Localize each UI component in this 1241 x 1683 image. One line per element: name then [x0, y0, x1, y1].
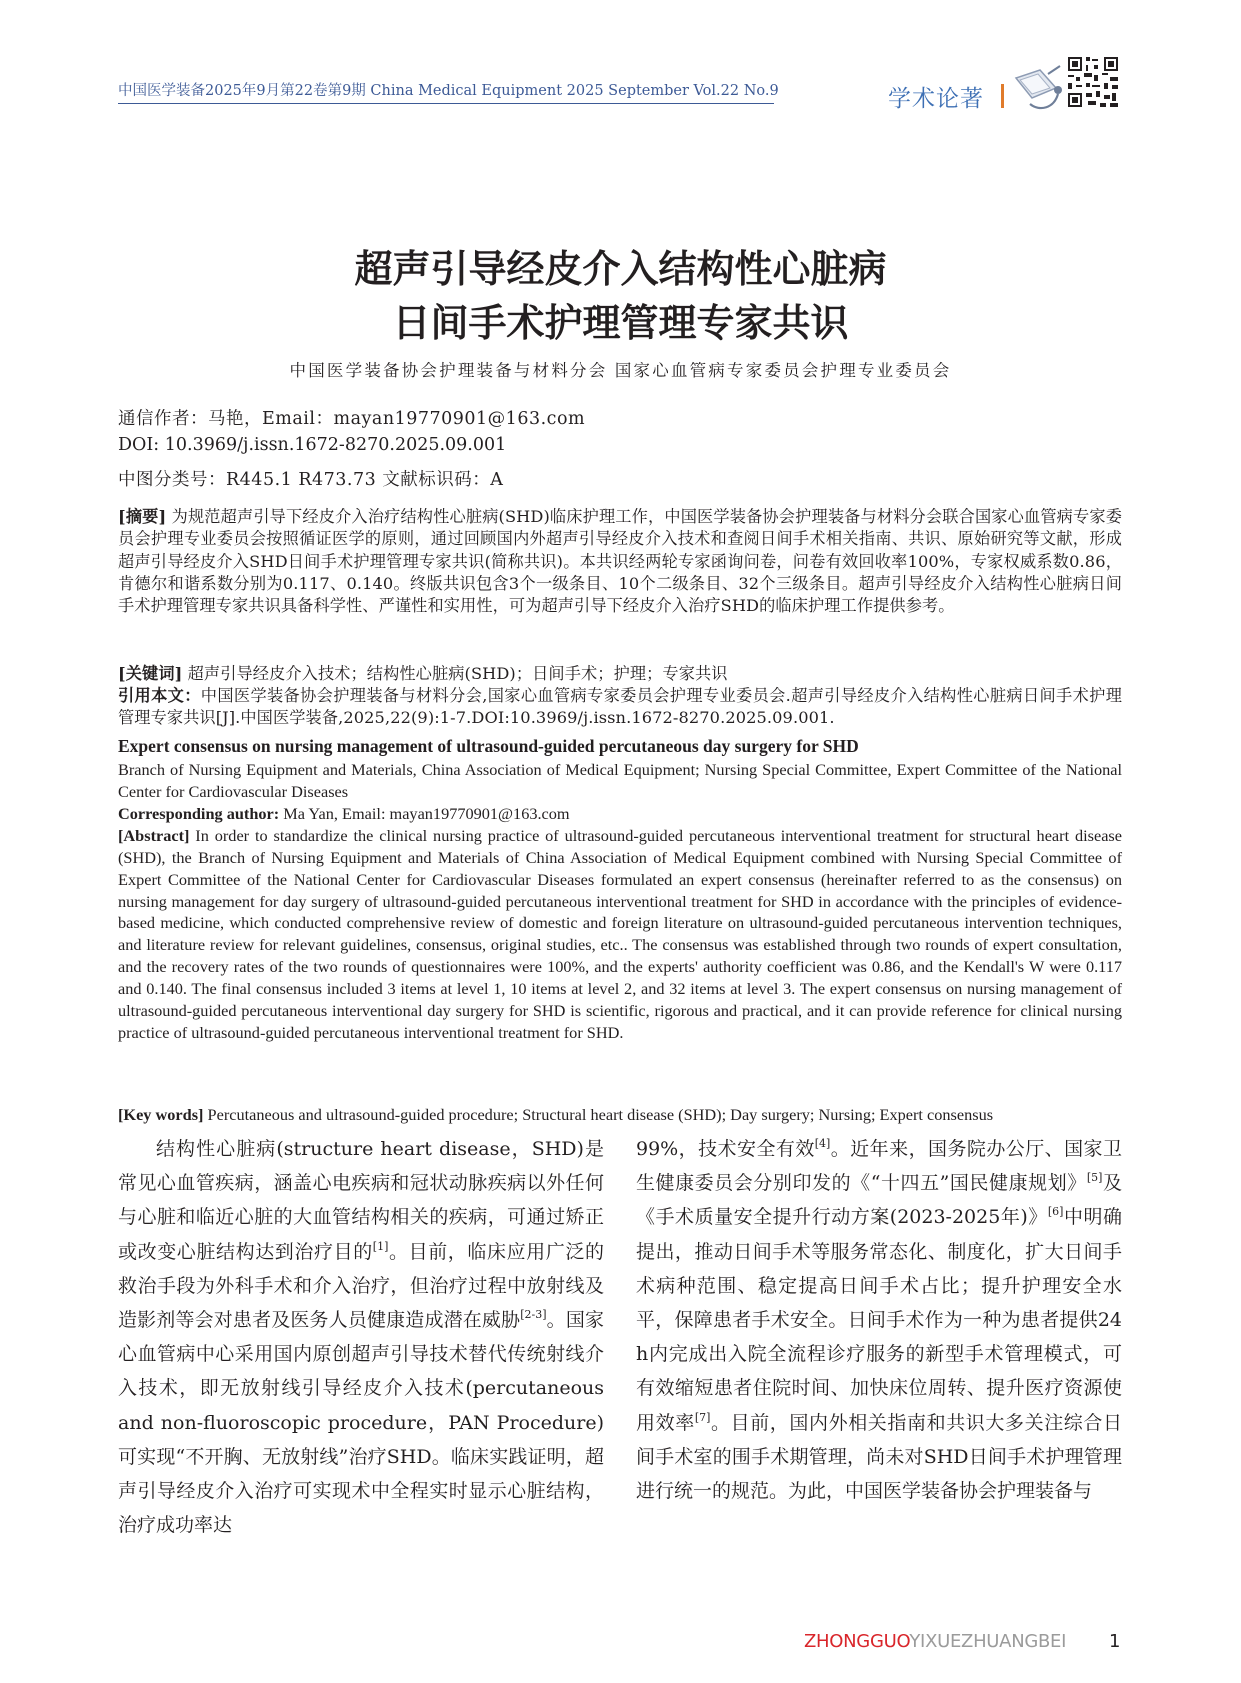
journal-citation-line: 中国医学装备2025年9月第22卷第9期 China Medical Equipment 2025 September Vol.22 No.9	[118, 83, 779, 99]
author-organizations: 中国医学装备协会护理装备与材料分会 国家心血管病专家委员会护理专业委员会	[289, 361, 952, 380]
body-column-right	[636, 1132, 1122, 1508]
body-text: 及《手术质量安全提升行动方案(2023-2025年)》	[636, 1172, 1122, 1229]
body-paragraph	[636, 1132, 1122, 1508]
footer-wordmark-red: ZHONGGUO	[804, 1631, 910, 1652]
classification-line: 中图分类号：R445.1 R473.73 文献标识码：A	[118, 470, 504, 490]
english-keywords-text: Percutaneous and ultrasound-guided procedure; Structural heart disease (SHD); Day surgery; Nursing; Expert consensus	[203, 1105, 994, 1124]
reference-marker: [2-3]	[520, 1308, 547, 1322]
body-column-left	[118, 1132, 604, 1542]
english-keywords-label: [Key words]	[118, 1105, 204, 1124]
abstract-text: 为规范超声引导下经皮介入治疗结构性心脏病(SHD)临床护理工作，中国医学装备协会护理装备与材料分会联合国家心血管病专家委员会护理专业委员会按照循证医学的原则，通过回顾国内外超声引导经皮介入技术和查阅日间手术相关指南、共识、原始研究等文献，形成超声引导经皮介入SHD日间手术护理管理专家共识(简称共识)。本共识经两轮专家函询问卷，问卷有效回收率100%，专家权威系数0.86，肯德尔和谐系数分别为0.117、0.140。终版共识包含3个一级条目、10个二级条目、32个三级条目。超声引导经皮介入结构性心脏病日间手术护理管理专家共识具备科学性、严谨性和实用性，可为超声引导下经皮介入治疗SHD的临床护理工作提供参考。	[118, 507, 1123, 616]
keywords-text: 超声引导经皮介入技术；结构性心脏病(SHD)；日间手术；护理；专家共识	[187, 664, 728, 683]
section-divider	[1001, 84, 1004, 108]
doi-line: DOI: 10.3969/j.issn.1672-8270.2025.09.001	[118, 435, 507, 455]
english-abstract	[118, 825, 1122, 1043]
section-tag: 学术论著	[888, 86, 984, 112]
keywords-label: [关键词]	[118, 664, 183, 683]
abstract-label: [摘要]	[118, 507, 167, 526]
reference-marker: [4]	[814, 1137, 831, 1150]
body-text: 99%，技术安全有效	[636, 1138, 815, 1160]
header-rule	[118, 103, 774, 104]
footer-wordmark-gray: YIXUEZHUANGBEI	[909, 1631, 1067, 1652]
page-number: 1	[1109, 1631, 1121, 1652]
reference-marker: [6]	[1047, 1205, 1064, 1219]
reference-marker: [7]	[694, 1410, 711, 1424]
body-paragraph	[118, 1132, 604, 1542]
reference-marker: [5]	[1086, 1171, 1103, 1185]
english-title: Expert consensus on nursing management of ultrasound-guided percutaneous day surgery for SHD	[118, 736, 859, 756]
english-corresponding-author	[118, 803, 1122, 825]
corr-text: Ma Yan, Email: mayan19770901@163.com	[279, 804, 570, 823]
paper-title-line-2: 日间手术护理管理专家共识	[392, 300, 849, 345]
corr-label: Corresponding author:	[118, 804, 280, 823]
citation-block	[118, 685, 1122, 730]
paper-title-line-1: 超声引导经皮介入结构性心脏病	[354, 246, 887, 291]
citation-label: 引用本文：	[118, 686, 201, 705]
body-text: 。目前，临床应用广泛的救治手段为外科手术和介入治疗，但治疗过程中放射线及造影剂等会对患者及医务人员健康造成潜在威胁	[118, 1240, 604, 1332]
body-text: 。目前，国内外相关指南和共识大多关注综合日间手术室的围手术期管理，尚未对SHD日间手术护理管理进行统一的规范。为此，中国医学装备协会护理装备与	[636, 1411, 1122, 1503]
english-abstract-text: In order to standardize the clinical nursing practice of ultrasound-guided percutaneous interventional treatment for structural heart disease (SHD), the Branch of Nursing Equipment and Materials of China Association of Medical Equipment combined with Nursing Special Committee of Expert Committee of the National Center for Cardiovascular Diseases formulated an expert consensus (hereinafter referred to as the consensus) on nursing management for day surgery of ultrasound-guided percutaneous interventional treatment for SHD in accordance with the principles of evidence-based medicine, which conducted comprehensive review of domestic and foreign literature on ultrasound-guided percutaneous intervention techniques, and literature review for relevant guidelines, consensus, original studies, etc.. The consensus was established through two rounds of expert consultation, and the recovery rates of the two rounds of questionnaires were 100%, and the experts' authority coefficient was 0.86, and the Kendall's W were 0.117 and 0.140. The final consensus included 3 items at level 1, 10 items at level 2, and 32 items at level 3. The expert consensus on nursing management of ultrasound-guided percutaneous interventional day surgery for SHD is scientific, rigorous and practical, and it can provide reference for clinical nursing practice of ultrasound-guided percutaneous interventional treatment for SHD.	[118, 826, 1122, 1042]
qr-code-icon	[1066, 55, 1120, 109]
chinese-abstract	[118, 506, 1122, 617]
correspondence-line: 通信作者：马艳，Email：mayan19770901@163.com	[118, 409, 586, 429]
chinese-keywords	[118, 663, 1122, 685]
english-organizations: Branch of Nursing Equipment and Materials, China Association of Medical Equipment; Nursing Special Committee, Expert Committee of the National Center for Cardiovascular Diseases	[118, 760, 1122, 801]
body-text: 。国家心血管病中心采用国内原创超声引导技术替代传统射线介入技术，即无放射线引导经皮介入技术(percutaneous and non-fluoroscopic procedure，PAN Procedure)可实现“不开胸、无放射线”治疗SHD。临床实践证明，超声引导经皮介入治疗可实现术中全程实时显示心脏结构，治疗成功率达	[118, 1309, 604, 1537]
english-abstract-label: [Abstract]	[118, 826, 190, 845]
stethoscope-icon	[1010, 64, 1066, 116]
footer-journal-wordmark	[804, 1631, 1066, 1652]
reference-marker: [1]	[372, 1239, 389, 1253]
english-keywords	[118, 1104, 1122, 1126]
citation-text: 中国医学装备协会护理装备与材料分会,国家心血管病专家委员会护理专业委员会.超声引导经皮介入结构性心脏病日间手术护理管理专家共识[J].中国医学装备,2025,22(9):1-7.DOI:10.3969/j.issn.1672-8270.2025.09.001.	[118, 686, 1122, 728]
body-text: 。近年来，国务院办公厅、国家卫生健康委员会分别印发的《“十四五”国民健康规划》	[636, 1138, 1122, 1195]
body-text: 结构性心脏病(structure heart disease，SHD)是常见心血管疾病，涵盖心电疾病和冠状动脉疾病以外任何与心脏和临近心脏的大血管结构相关的疾病，可通过矫正或改变心脏结构达到治疗目的	[118, 1138, 604, 1263]
body-text: 中明确提出，推动日间手术等服务常态化、制度化，扩大日间手术病种范围、稳定提高日间手术占比；提升护理安全水平，保障患者手术安全。日间手术作为一种为患者提供24 h内完成出入院全流程诊疗服务的新型手术管理模式，可有效缩短患者住院时间、加快床位周转、提升医疗资源使用效率	[636, 1206, 1122, 1434]
